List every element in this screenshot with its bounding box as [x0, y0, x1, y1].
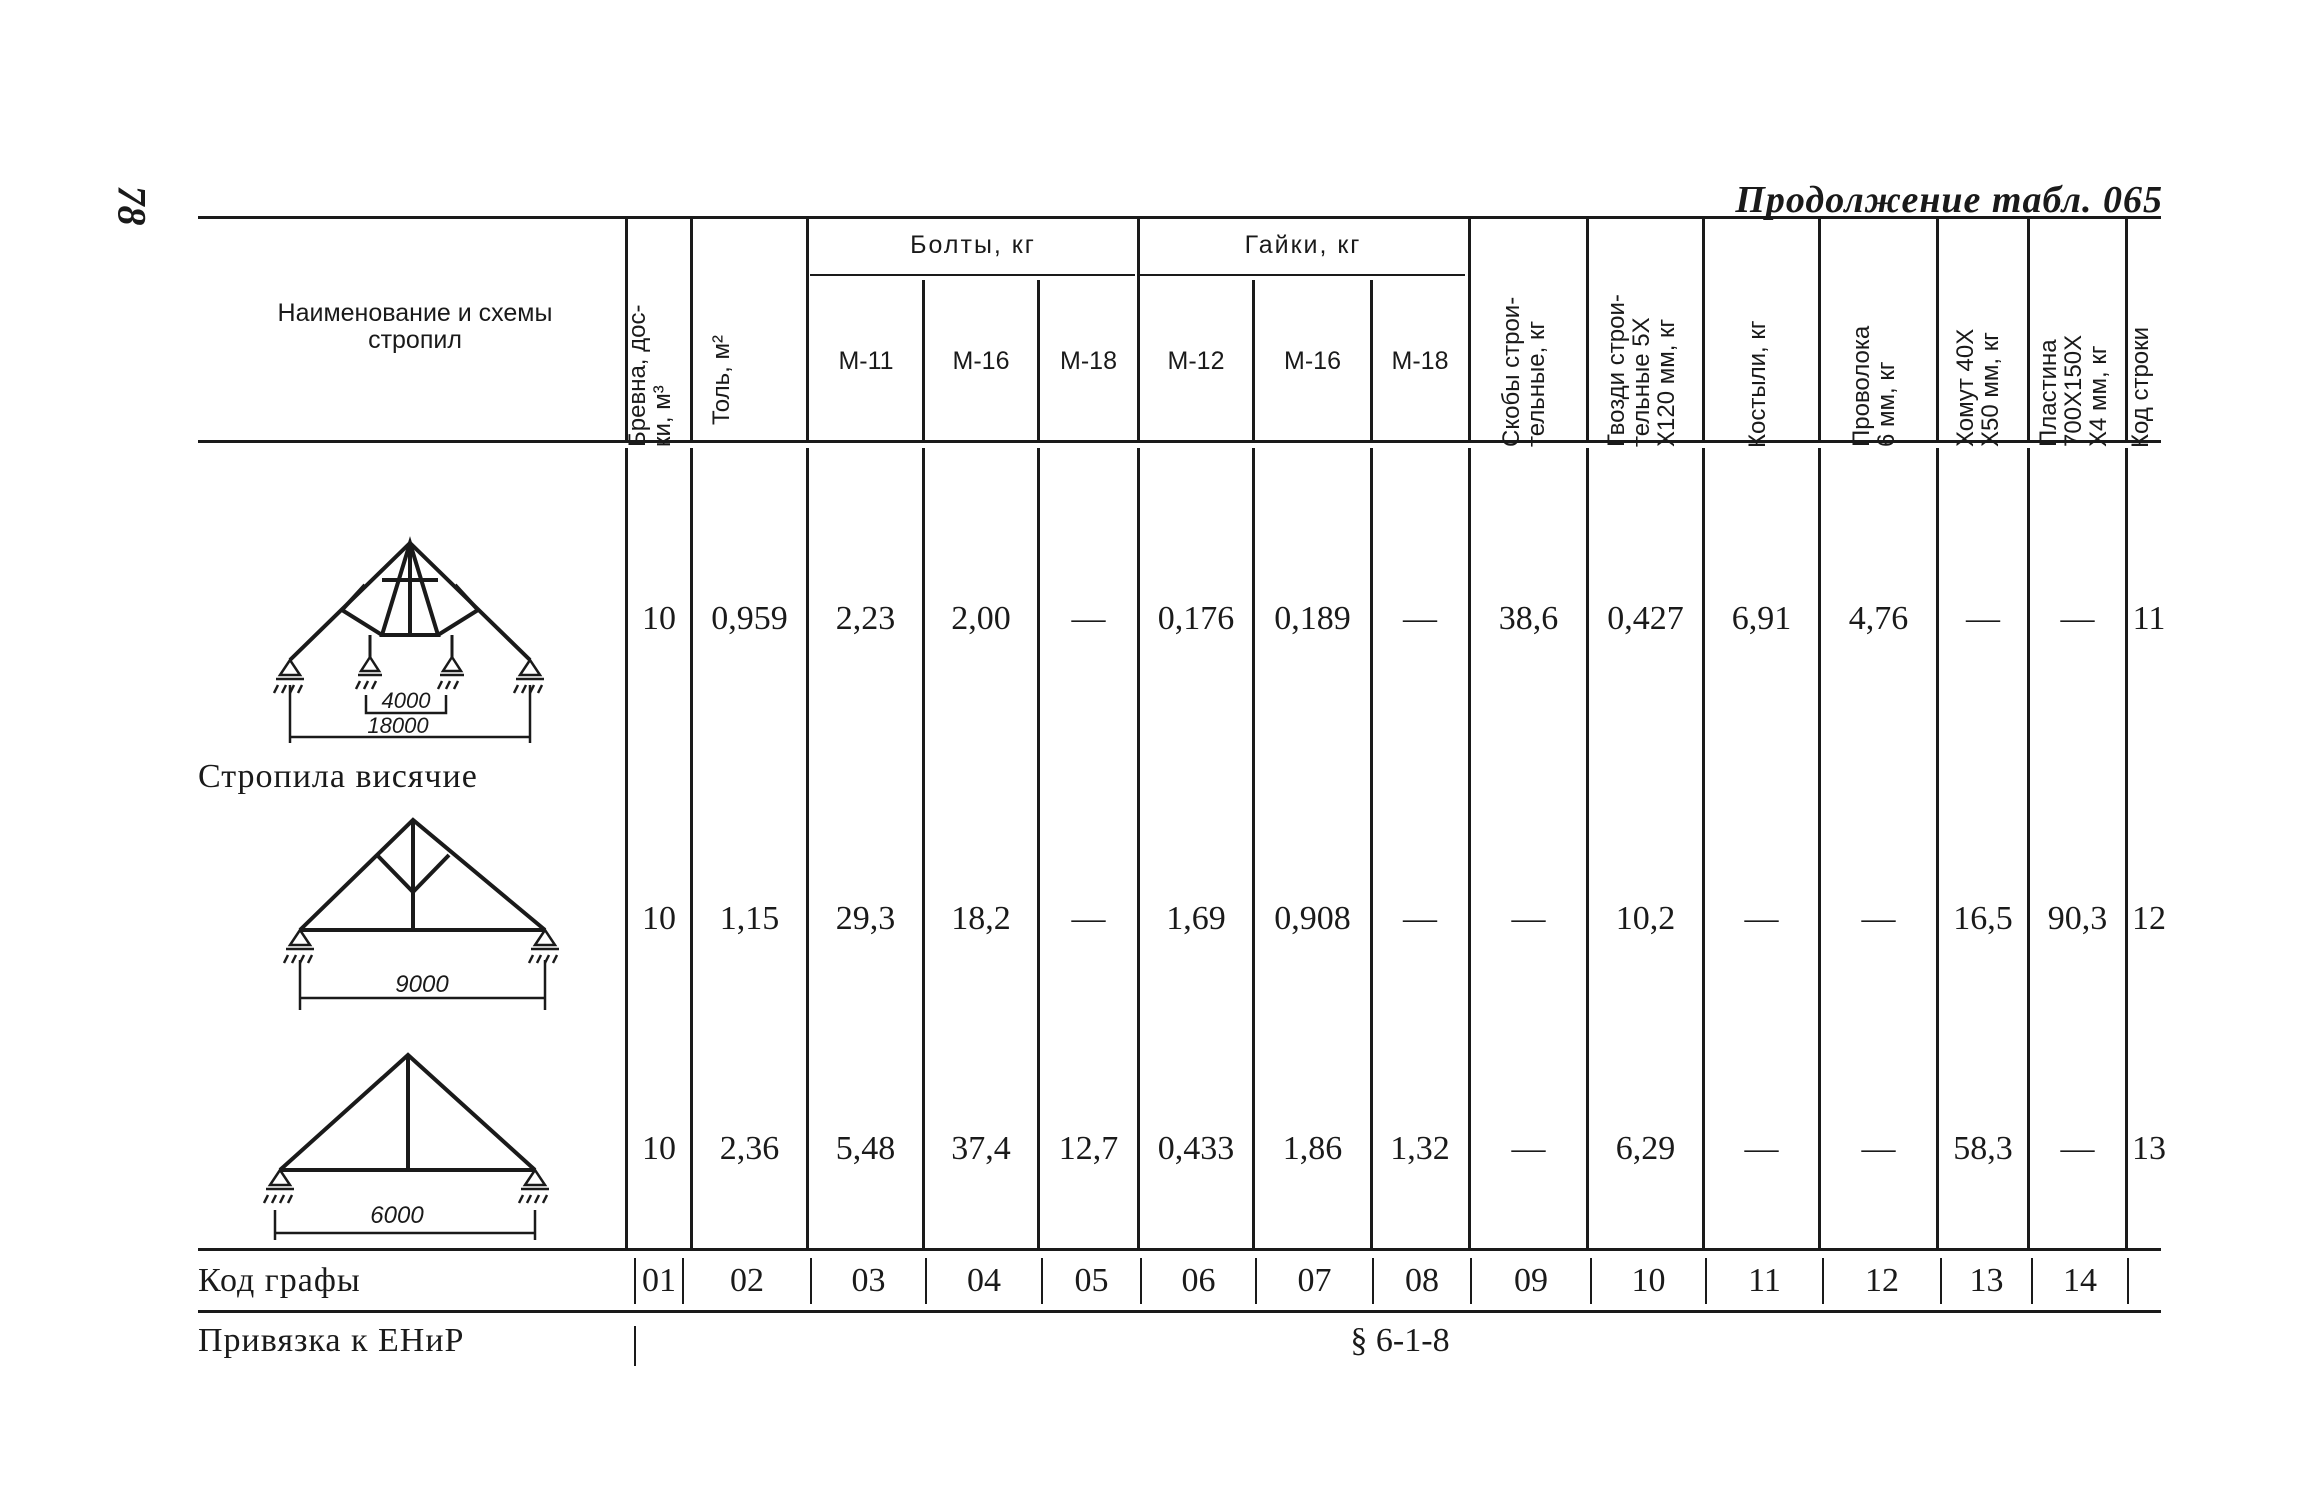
cell-bolt-m16: 37,4	[951, 1130, 1011, 1167]
body-col-divider	[1137, 448, 1140, 1248]
bolts-group-rule	[810, 274, 1135, 276]
cell-plate: —	[2060, 600, 2095, 637]
cell-bolt-m18: 12,7	[1058, 1130, 1119, 1167]
truss-2-top-chord	[300, 820, 545, 930]
column-code: 04	[967, 1262, 1001, 1299]
body-col-divider	[806, 448, 809, 1248]
column-code: 08	[1405, 1262, 1439, 1299]
truss-diagram-3	[255, 1045, 560, 1250]
header-col-divider	[690, 218, 693, 440]
table-continuation-title: Продолжение табл. 065	[1735, 179, 2163, 221]
support-right	[521, 1170, 549, 1189]
cell-clamp: —	[1966, 600, 2000, 637]
truss-diagram-1	[270, 535, 570, 750]
header-logs: Бревна, дос- ки, м³	[624, 304, 676, 447]
support-left	[286, 930, 314, 949]
support-right	[516, 660, 544, 679]
cell-logs: 10	[642, 1130, 676, 1167]
cell-plate: —	[2060, 1130, 2095, 1167]
table-top-rule	[198, 216, 2161, 219]
cell-tol: 0,959	[711, 600, 788, 637]
enir-label: Привязка к ЕНиР	[198, 1322, 465, 1359]
header-spikes: Костыли, кг	[1744, 320, 1771, 448]
header-nut-m18: М-18	[1391, 347, 1449, 375]
column-code: 01	[642, 1262, 676, 1299]
support-right	[531, 930, 559, 949]
cell-plate: 90,3	[2047, 900, 2108, 937]
column-code: 05	[1074, 1262, 1109, 1299]
header-bolts-group: Болты, кг	[910, 231, 1036, 259]
header-plate: Пластина 700Х150Х Х4 мм, кг	[2035, 334, 2112, 447]
header-row-code: Код строки	[2127, 326, 2154, 448]
column-code: 13	[1969, 1262, 2004, 1299]
header-tol: Толь, м²	[708, 335, 735, 425]
cell-wire: —	[1861, 1130, 1896, 1167]
column-code: 10	[1631, 1262, 1666, 1299]
cell-nails: 10,2	[1615, 900, 1676, 937]
group-label-hanging-rafters: Стропила висячие	[198, 758, 478, 795]
body-col-divider	[1702, 448, 1705, 1248]
body-col-divider	[2027, 448, 2030, 1248]
cell-nut-m18: —	[1403, 600, 1437, 637]
header-bolt-m18: М-18	[1060, 347, 1117, 375]
dim-label: 9000	[395, 971, 449, 998]
cell-nut-m12: 0,433	[1157, 1130, 1235, 1167]
header-col-divider	[1586, 218, 1589, 440]
truss-1-web	[342, 543, 478, 635]
header-nut-m12: М-12	[1167, 347, 1225, 375]
body-col-divider	[922, 448, 925, 1248]
hatch	[284, 955, 557, 963]
column-code: 03	[851, 1262, 886, 1299]
nuts-group-rule	[1140, 274, 1465, 276]
code-col-divider	[2127, 1258, 2129, 1304]
cell-bolt-m11: 5,48	[835, 1130, 896, 1167]
cell-bolt-m18: —	[1071, 600, 1106, 637]
cell-spikes: 6,91	[1731, 600, 1792, 637]
cell-nails: 0,427	[1607, 600, 1684, 637]
enir-value: § 6-1-8	[1350, 1322, 1450, 1359]
codes-bottom-rule	[198, 1310, 2161, 1313]
header-col-divider	[806, 218, 809, 440]
cell-row-code: 11	[2132, 600, 2166, 637]
column-code: 11	[1748, 1262, 1781, 1299]
column-code: 07	[1297, 1262, 1332, 1299]
support-mid-right	[440, 657, 464, 675]
cell-bolt-m16: 2,00	[951, 600, 1011, 637]
cell-tol: 2,36	[719, 1130, 780, 1167]
header-col-divider	[2027, 218, 2030, 440]
header-clamp: Хомут 40Х Х50 мм, кг	[1952, 328, 2004, 447]
cell-staples: —	[1511, 900, 1546, 937]
cell-logs: 10	[642, 900, 676, 937]
header-col-divider	[1818, 218, 1821, 440]
enir-col-divider	[634, 1326, 636, 1366]
dim-label: 18000	[367, 713, 429, 738]
dim-label: 6000	[370, 1202, 424, 1229]
cell-staples: —	[1511, 1130, 1546, 1167]
truss-1-posts	[370, 635, 452, 657]
cell-nails: 6,29	[1615, 1130, 1676, 1167]
body-col-divider	[1037, 448, 1040, 1248]
header-col-divider	[1702, 218, 1705, 440]
header-nuts-group: Гайки, кг	[1244, 231, 1362, 259]
body-col-divider	[1818, 448, 1821, 1248]
body-col-divider	[625, 448, 628, 1248]
cell-tol: 1,15	[719, 900, 780, 937]
body-col-divider	[1370, 448, 1373, 1248]
header-bolt-m11: М-11	[838, 347, 894, 375]
cell-clamp: 58,3	[1953, 1130, 2013, 1167]
body-col-divider	[690, 448, 693, 1248]
cell-logs: 10	[642, 600, 676, 637]
header-col-divider	[1936, 218, 1939, 440]
cell-bolt-m11: 2,23	[835, 600, 896, 637]
header-nails: Гвозди строи- тельные 5Х Х120 мм, кг	[1603, 294, 1680, 447]
cell-wire: 4,76	[1848, 600, 1909, 637]
cell-nut-m12: 1,69	[1166, 900, 1226, 937]
body-col-divider	[1936, 448, 1939, 1248]
support-mid-left	[358, 657, 382, 675]
body-col-divider	[1468, 448, 1471, 1248]
cell-nut-m18: 1,32	[1390, 1130, 1450, 1167]
cell-nut-m18: —	[1403, 900, 1437, 937]
cell-clamp: 16,5	[1953, 900, 2013, 937]
column-code: 12	[1865, 1262, 1899, 1299]
cell-bolt-m16: 18,2	[951, 900, 1011, 937]
truss-diagram-2	[280, 810, 570, 1020]
support-left	[266, 1170, 294, 1189]
cell-nut-m16: 1,86	[1282, 1130, 1343, 1167]
cell-bolt-m18: —	[1071, 900, 1106, 937]
cell-nut-m16: 0,189	[1274, 600, 1351, 637]
cell-wire: —	[1861, 900, 1896, 937]
cell-nut-m12: 0,176	[1157, 600, 1235, 637]
cell-staples: 38,6	[1498, 600, 1559, 637]
column-code: 02	[730, 1262, 764, 1299]
header-nut-m16: М-16	[1284, 347, 1341, 375]
cell-nut-m16: 0,908	[1274, 900, 1351, 937]
column-code: 09	[1514, 1262, 1548, 1299]
header-col-divider	[1468, 218, 1471, 440]
header-name-col: Наименование и схемы стропил	[277, 299, 553, 354]
body-col-divider	[1586, 448, 1589, 1248]
body-col-divider	[2125, 448, 2128, 1248]
cell-row-code: 12	[2132, 900, 2166, 937]
body-col-divider	[1252, 448, 1255, 1248]
dim-label: 4000	[381, 688, 431, 713]
cell-row-code: 13	[2132, 1130, 2166, 1167]
header-bolt-m16: М-16	[952, 347, 1010, 375]
cell-bolt-m11: 29,3	[835, 900, 896, 937]
column-code: 14	[2063, 1262, 2097, 1299]
column-code-label: Код графы	[198, 1262, 361, 1299]
support-left	[276, 660, 304, 679]
cell-spikes: —	[1744, 900, 1779, 937]
cell-spikes: —	[1744, 1130, 1779, 1167]
page-number: 78	[109, 185, 155, 226]
column-code: 06	[1181, 1262, 1216, 1299]
header-wire: Проволока 6 мм, кг	[1848, 325, 1900, 447]
header-staples: Скобы строи- тельные, кг	[1498, 296, 1550, 447]
